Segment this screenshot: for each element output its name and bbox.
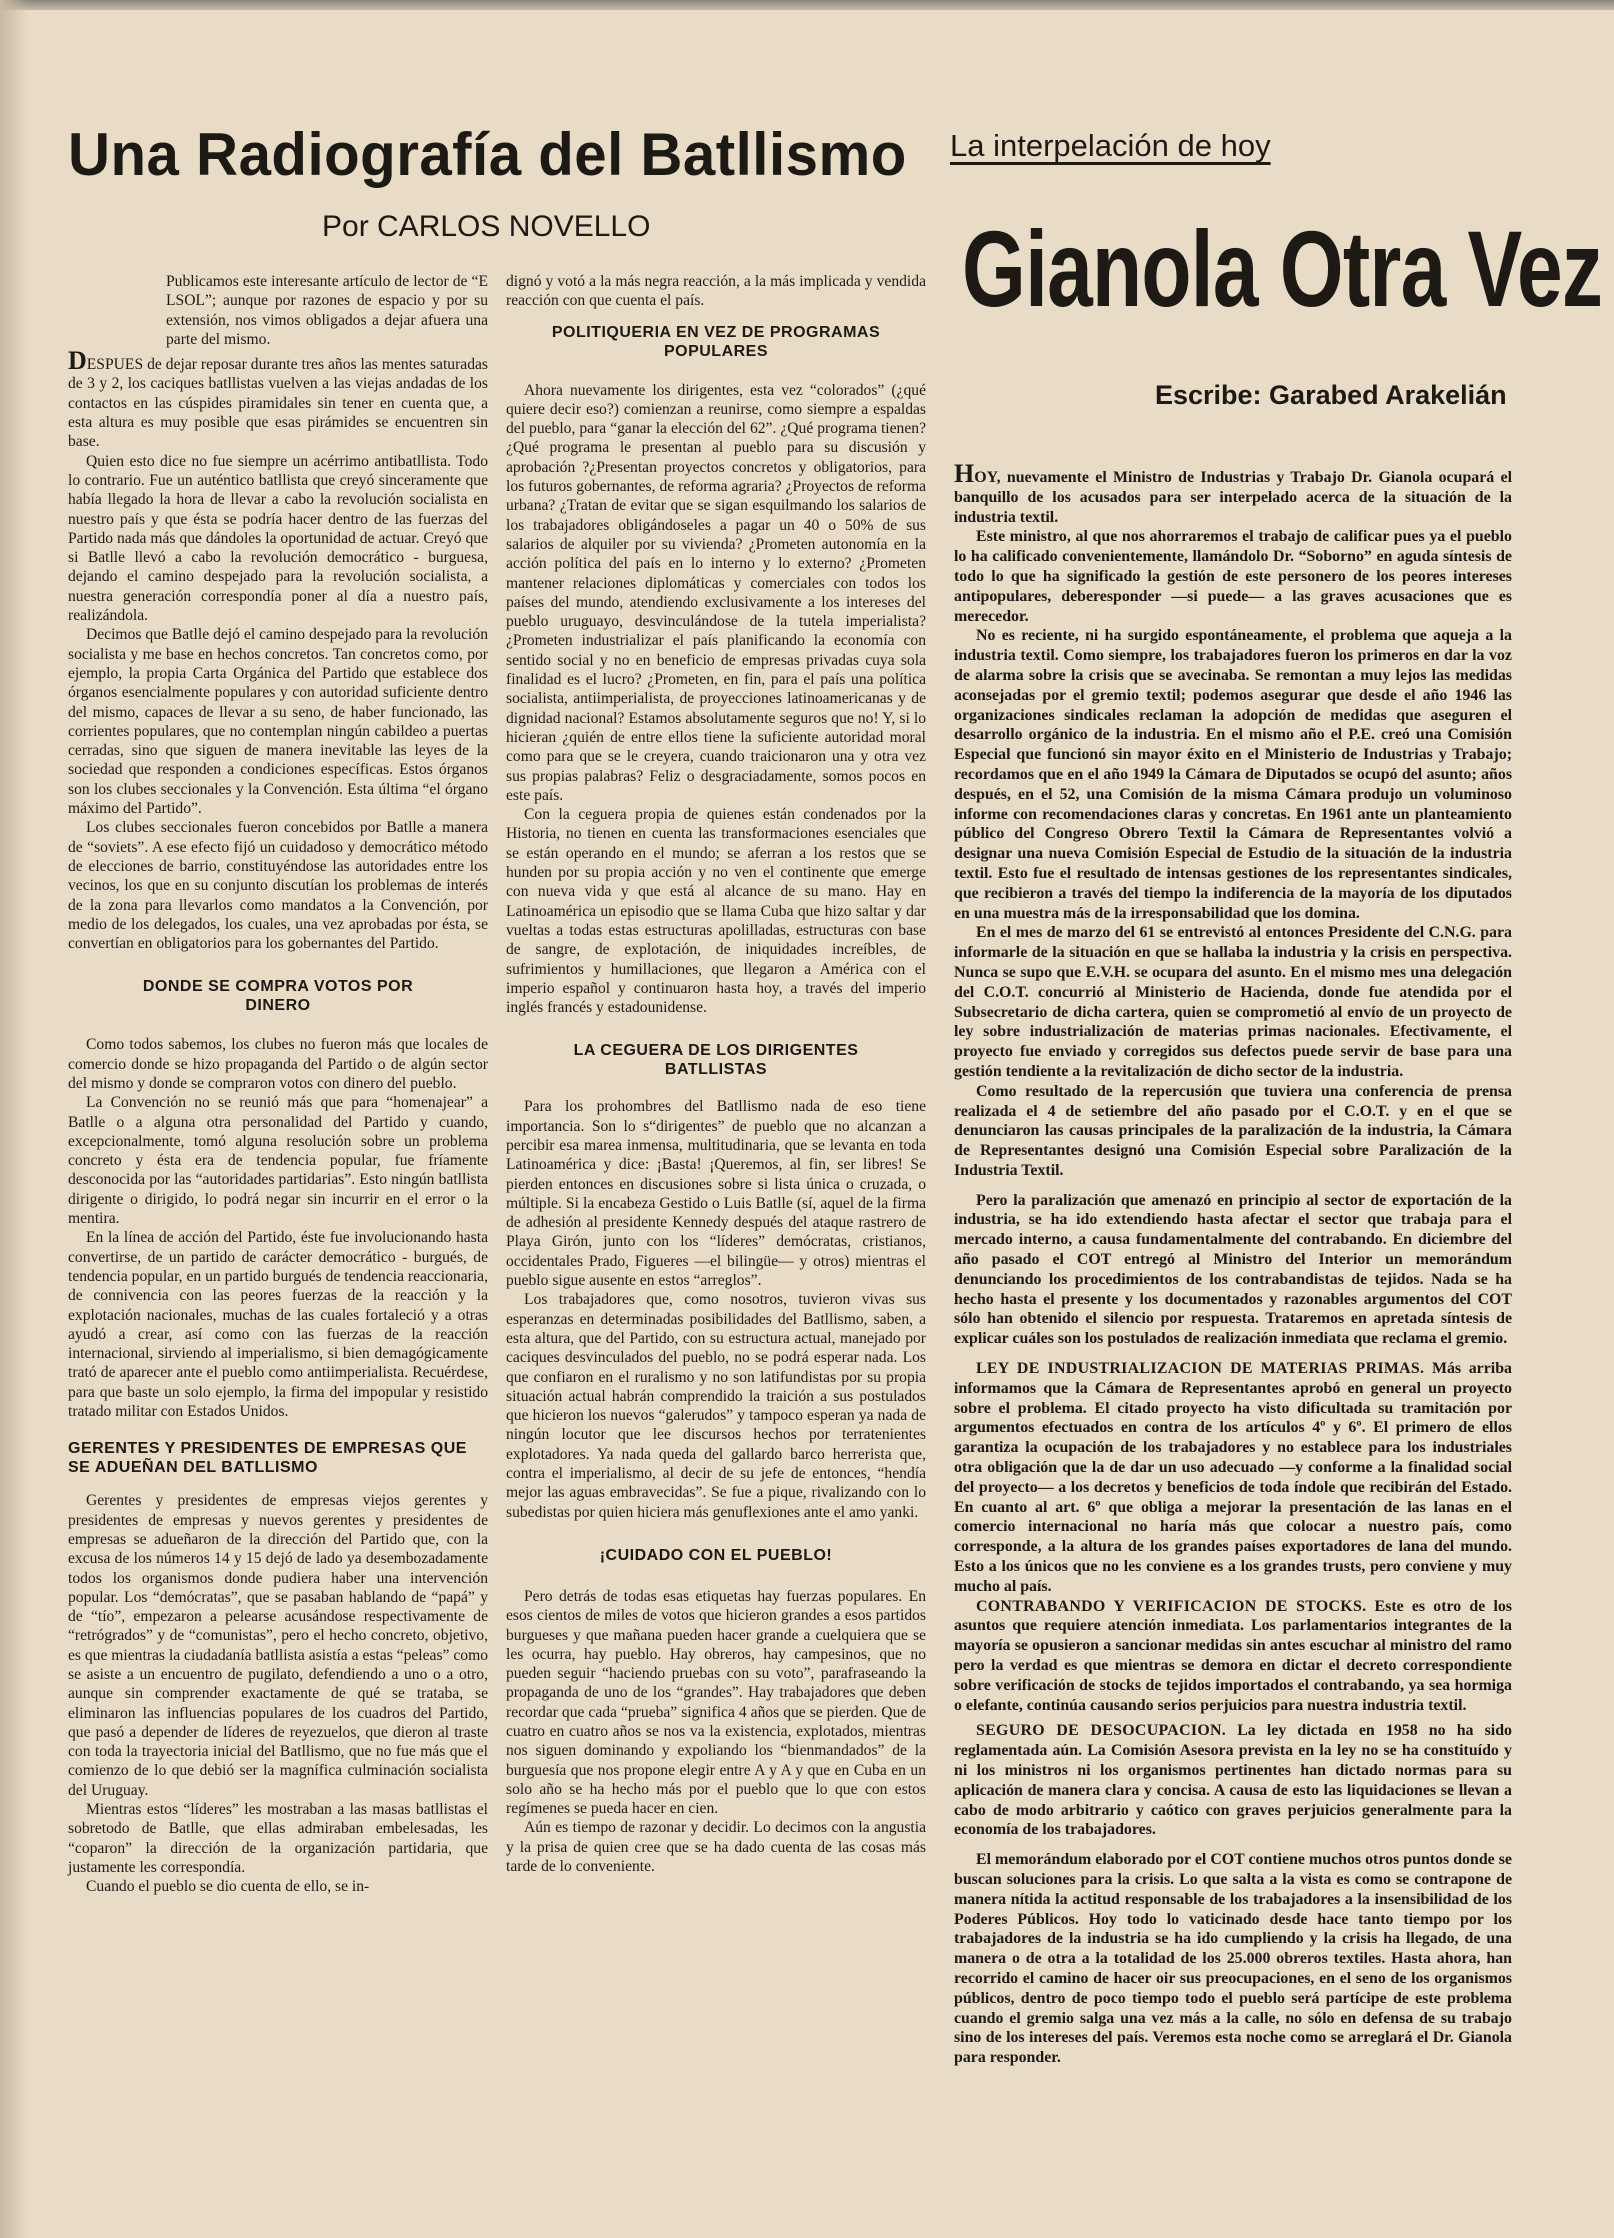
paragraph: Con la ceguera propia de quienes están condenados por la Historia, no tienen en cuenta las transformaciones esenciales que se están operando en el mundo; se aferran a los restos que se hunden por su propia acción y no ven el continente que emerge con nueva vida y que está al alcance de su mano. Hay en Latinoamérica un episodio que se llama Cuba que hizo saltar y dar vueltas a todas estas estructuras apolilladas, estructuras con base de sangre, de explotación, de iniquidades increíbles, de sufrimientos y humillaciones, que llegaron a América con el imperio español y continuaron hasta hoy, a través del imperio inglés francés y estadounidense. <box>506 806 926 1017</box>
left-article-column-1 <box>68 272 488 1897</box>
paper-edge-stain <box>0 0 30 2238</box>
right-article-kicker: La interpelación de hoy <box>950 128 1271 163</box>
paragraph: Para los prohombres del Batllismo nada de eso tiene importancia. Son lo s“dirigentes” de pueblo que no alcanzan a percibir esa marea inmensa, multitudinaria, que se levanta en toda Latinoamérica y dice: ¡Basta! ¡Queremos, al fin, ser libres! Se pierden entonces en discusiones sobre si lista única o cruzada, o múltiple. Si la encabeza Gestido o Luis Batlle (sí, aquel de la firma de adhesión al presidente Kennedy después del ataque rastrero de Playa Girón, junto con los “líderes” demócratas, cristianos, occidentales Prado, Figueres —el bilingüe— y otros) mientras el pueblo sigue ausente en estos “arreglos”. <box>506 1098 926 1290</box>
paragraph: Decimos que Batlle dejó el camino despejado para la revolución socialista y me base en hechos concretos. Tan concretos como, por ejemplo, la propia Carta Orgánica del Partido que establece dos órganos esencialmente populares y con autoridad suficiente dentro del mismo, capaces de llevar a su seno, de haber funcionado, las corrientes populares, que no contemplan ningún cabildeo a puertas cerradas, sino que siguen de manera inevitable las leyes de la sociedad que responden a condiciones específicas. Estos órganos son los clubes seccionales y la Convención. Esta última “el órgano máximo del Partido”. <box>68 626 488 818</box>
page-top-edge <box>0 0 1614 10</box>
paragraph: Los trabajadores que, como nosotros, tuvieron vivas sus esperanzas en determinadas posibilidades del Batllismo, saben, a esta altura, que del Partido, con su estructura actual, manejado por caciques desvinculados del pueblo, no se podrá esperar nada. Los que confiaron en el ruralismo y no son latifundistas por su propia situación actual habrán comprendido la traición a sus postulados que hicieron los nuevos “galerudos” y tampoco esperan ya nada de ningún locutor que lee discursos hechos por terratenientes explotadores. Ya nada queda del gallardo barco herrerista que, contra el imperialismo, al decir de su jefe de entonces, “hendía mejor las aguas embravecidas”. Se fue a pique, rivalizando con lo subedistas por quien hiciera más genuflexiones ante el amo yanki. <box>506 1291 926 1521</box>
paragraph: No es reciente, ni ha surgido espontáneamente, el problema que aqueja a la industria textil. Como siempre, los trabajadores fueron los primeros en dar la voz de alarma sobre la crisis que se avecinaba. Se remontan a muy lejos las medidas aconsejadas por el gremio textil; podemos asegurar que desde el año 1946 las organizaciones sindicales reclaman la adopción de medidas que aseguren el desarrollo orgánico de la industria. En el mismo año el P.E. creó una Comisión Especial que funcionó sin mayor éxito en el Ministerio de Industrias y Trabajo; recordamos que en el año 1949 la Cámara de Diputados se ocupó del asunto; años después, en el 52, una Comisión de la misma Cámara produjo un voluminoso informe con recomendaciones claras y concretas. En 1961 ante un planteamiento público del Congreso Obrero Textil la Cámara de Representantes volvió a designar una nueva Comisión Especial de Estudio de la situación de la industria textil. Esto fue el resultado de intensas gestiones de los representantes sindicales, que recibieron a través del tiempo la indiferencia de la mayoría de los diputados en una muestra más de la irresponsabilidad que los domina. <box>954 627 1512 922</box>
paragraph-text: Más arriba informamos que la Cámara de Representantes aprobó en general un proyecto sobre el problema. El citado proyecto ha visto dificultada su tramitación por argumentos efectuados en contra de los artículos 4º y 6º. El primero de ellos garantiza la ocupación de los trabajadores y no establece para los industriales otra obligación que la de dar un uso adecuado —y conforme a la finalidad social del proyecto— a los decretos y beneficios de toda índole que recibirán del Estado. En cuanto al art. 6º que obliga a mejorar la presentación de las lanas en el comercio internacional no haría más que colocar a nuestro país, como corresponde, a la altura de los grandes países exportadores de lana del mundo. Esto a los únicos que no les conviene es a los grandes trusts, pero conviene y muy mucho al país. <box>954 1360 1512 1595</box>
paragraph-text: La ley dictada en 1958 no ha sido reglamentada aún. La Comisión Asesora prevista en la ley no se ha constituído y ni los ministros ni los organismos pertinentes han dictado normas para su aplicación de manera clara y concisa. A causa de esto las liquidaciones se llevan a cabo de modo arbitrario y caótico con graves perjuicios generalmente para la economía de los trabajadores. <box>954 1722 1512 1839</box>
section-heading: LA CEGUERA DE LOS DIRIGENTES BATLLISTAS <box>573 1042 859 1079</box>
paragraph: Pero detrás de todas esas etiquetas hay fuerzas populares. En esos cientos de miles de votos que hicieron grandes a esos partidos burgueses y que mañana pueden hacer grande a cuelquiera que se les ocurra, hay pueblo. Hay obreros, hay campesinos, que no pueden seguir “haciendo pruebas con su voto”, parafraseando la propaganda de uno de los “grandes”. Hay trabajadores que deben recordar que cada “prueba” significa 4 años que se pierden. Que de cuatro en cuatro años se nos va la existencia, explotados, mientras nos siguen dominando y expoliando los “bienmandados” de la burguesía que nos propone elegir entre A y A y que en Cuba en un solo año se ha hecho más por el pueblo que lo que con estos regímenes se pueda hacer en cien. <box>506 1587 926 1818</box>
dropcap-letter: H <box>954 459 975 488</box>
subhead: CONTRABANDO Y VERIFICACION DE STOCKS. <box>976 1597 1367 1615</box>
left-article-column-2 <box>506 272 926 1876</box>
paragraph-text: ESPUES de dejar reposar durante tres años las mentes saturadas de 3 y 2, los caciques batllistas vuelven a las viejas andadas de los contactos en las cúspides piramidales sin tener en cuenta que, a esta altura es muy posible que esas pirámides se encuentren sin base. <box>68 356 488 451</box>
paragraph: Pero la paralización que amenazó en principio al sector de exportación de la industria, se ha ido extendiendo hasta afectar el sector que trabaja para el mercado interno, a causa fundamentalmente del contrabando. En diciembre del año pasado el COT entregó al Ministro del Interior un memorándum denunciando los procedimientos de los contrabandistas de tejidos. Nada se ha hecho hasta el presente y los documentados y razonables argumentos del COT sólo han obtenido el silencio por respuesta. Trataremos en apretada síntesis de explicar cuáles son los postulados de realización inmediata que reclama el gremio. <box>954 1191 1512 1348</box>
paragraph: Cuando el pueblo se dio cuenta de ello, se in- <box>86 1878 370 1896</box>
paragraph: Quien esto dice no fue siempre un acérrimo antibatllista. Todo lo contrario. Fue un auténtico batllista que creyó sinceramente que había llegado la hora de llevar a cabo la revolución socialista en nuestro país y que ésta se podría hacer dentro de las fuerzas del Partido nada más que dándoles la oportunidad de actuar. Creyó que si Batlle llevó a cabo la revolución democrático - burguesa, dejando el camino despejado para la revolución socialista, a nuestra generación correspondía poner al día a nuestro país, realizándola. <box>68 452 488 625</box>
section-heading: ¡CUIDADO CON EL PUEBLO! <box>599 1546 833 1564</box>
right-article-byline: Escribe: Garabed Arakelián <box>1155 380 1507 410</box>
paragraph: La Convención no se reunió más que para “homenajear” a Batlle o a alguna otra personalidad del Partido y cuando, excepcionalmente, tomó alguna resolución sobre un problema concreto y ésta era de tendencia popular, fue fríamente desconocida por las “autoridades partidarias”. Esto ningún batllista dirigente o dirigido, lo podrá negar sin incurrir en el error o la mentira. <box>68 1094 488 1228</box>
dropcap-letter: D <box>68 346 87 376</box>
paragraph: Este ministro, al que nos ahorraremos el trabajo de calificar pues ya el pueblo lo ha calificado convenientemente, llamándolo Dr. “Soborno” en aguda síntesis de todo lo que ha significado la gestión de este personero de los peores intereses antipopulares, deberesponder —si puede— a las graves acusaciones que es merecedor. <box>954 528 1512 625</box>
paragraph: Gerentes y presidentes de empresas viejos gerentes y presidentes de empresas y nuevos gerentes y presidentes de empresas se adueñaron de la dirección del Partido que, con la excusa de los números 14 y 15 dejó de lado ya desembozadamente todos los organismos donde pudiera haber una intervención popular. Los “demócratas”, que se pasaban hablando de “papá” y de “tío”, empezaron a pelearse acusándose respectivamente de “retrógrados” y de “comunistas”, pero el hecho concreto, objetivo, es que mientras la ciudadanía batllista asistía a estas “peleas” como se asiste a un encuentro de pugilato, defendiendo a uno o a otro, aunque sin comprender exactamente de qué se trataba, se eliminaron las influencias populares de los cuadros del Partido, que pasó a depender de líderes de reyezuelos, que dieron al traste con toda la trayectoria inicial del Batllismo, que no fue más que el comienzo de lo que debió ser la magnífica culminación socialista del Uruguay. <box>68 1492 489 1799</box>
paragraph: Como todos sabemos, los clubes no fueron más que locales de comercio donde se hizo propaganda del Partido o de algún sector del mismo y donde se compraron votos con dinero del pueblo. <box>68 1036 488 1092</box>
paragraph <box>954 1597 1512 1716</box>
section-heading: DONDE SE COMPRA VOTOS POR DINERO <box>142 978 414 1015</box>
section-heading: GERENTES Y PRESIDENTES DE EMPRESAS QUE SE ADUEÑAN DEL BATLLISMO <box>68 1440 467 1477</box>
editor-note: Publicamos este interesante artículo de lector de “E LSOL”; aunque por razones de espacio y por su extensión, nos vimos obligados a dejar afuera una parte del mismo. <box>166 273 488 348</box>
section-heading: POLITIQUERIA EN VEZ DE PROGRAMAS POPULARES <box>551 323 881 360</box>
left-article-title: Una Radiografía del Batllismo <box>68 121 907 188</box>
paragraph-text: OY, nuevamente el Ministro de Industrias y Trabajo Dr. Gianola ocupará el banquillo de los acusados para ser interpelado acerca de la situación de la industria textil. <box>954 469 1512 526</box>
lede-paragraph <box>68 346 488 451</box>
paragraph: En el mes de marzo del 61 se entrevistó al entonces Presidente del C.N.G. para informarle de la situación en que se hallaba la industria y la crisis en perspectiva. Nunca se supo que E.V.H. se ocupara del asunto. En el mismo mes una delegación del C.O.T. concurrió al Ministerio de Hacienda, donde fue atendida por el Subsecretario de dicha cartera, quien se comprometió al envío de un proyecto de ley sobre industrialización de materias primas nacionales. Efectivamente, el proyecto fue enviado y corregidos sus defectos puede servir de base para una gestión tendiente a la revitalización de dicho sector de la industria. <box>954 924 1512 1080</box>
subhead: SEGURO DE DESOCUPACION. <box>976 1722 1227 1740</box>
paragraph: En la línea de acción del Partido, éste fue involucionando hasta convertirse, de un partido de carácter democrático - burgués, de tendencia popular, en un partido burgués de tendencia reaccionaria, de connivencia con las peores fuerzas de la reacción y la explotación nacionales, muchas de las cuales fortaleció y a otras ayudó a crear, así como con las fuerzas de la reacción internacional, sirviendo al imperialismo, si bien demagógicamente trató de aparecer ante el pueblo como antiimperialista. Recuérdese, para que baste un solo ejemplo, la firma del impopular y resistido tratado militar con Estados Unidos. <box>68 1229 488 1421</box>
paragraph: Ahora nuevamente los dirigentes, esta vez “colorados” (¿qué quiere decir eso?) comienzan a reunirse, como siempre a espaldas del pueblo, para “ganar la elección del 62”. ¿Qué programa tienen? ¿Qué programa le presentan al pueblo para su discusión y aprobación ?¿Presentan proyectos concretos y obligatorios, para los futuros gobernantes, de reforma agraria? ¿Proyectos de reforma urbana? ¿Tratan de evitar que se sigan esquilmando los salarios de los trabajadores obligándoseles a pagar un 40 o 50% de sus salarios de alquiler por su vivienda? ¿Prometen autonomía en la acción política del país en lo interno y lo externo? ¿Prometen mantener relaciones diplomáticas y comerciales con todos los países del mundo, atendiendo exclusivamente a los intereses del pueblo uruguayo, desvinculándose de la tutela imperialista? ¿Prometen industrializar el país planificando la economía con sentido social y no en beneficio de empresas privadas cuya sola finalidad es el lucro? ¿Prometen, en fin, para el país una política socialista, antiimperialista, de proyecciones latinoamericanas y de dignidad nacional? Estamos absolutamente seguros que no! Y, si lo hicieran ¿quién de entre ellos tiene la suficiente autoridad moral como para que se le creyera, cuando traicionaron una y otra vez sus propias palabras? Feliz o desgraciadamente, somos pocos en este país. <box>506 381 926 804</box>
right-article-body <box>954 459 1512 2068</box>
paragraph <box>954 1359 1512 1597</box>
paragraph-continued: dignó y votó a la más negra reacción, a la más implicada y vendida reacción con que cuenta el país. <box>506 273 926 310</box>
paragraph: Aún es tiempo de razonar y decidir. Lo decimos con la angustia y la prisa de quien cree que se ha dado cuenta de las cosas más tarde de lo conveniente. <box>506 1819 926 1876</box>
lede-paragraph <box>954 459 1512 527</box>
paragraph: Los clubes seccionales fueron concebidos por Batlle a manera de “soviets”. A ese efecto fijó un cuidadoso y democrático método de elecciones de barrio, constituyéndose las autoridades entre los vecinos, los que en su conjunto discutían los problemas de interés de la zona para llevarlos como mandatos a la Convención, por medio de los delegados, los cuales, una vez aprobadas por ésta, se convertían en obligatorios para los gobernantes del Partido. <box>68 819 488 953</box>
paragraph: El memorándum elaborado por el COT contiene muchos otros puntos donde se buscan soluciones para la crisis. Lo que salta a la vista es como se contrapone de manera nítida la actitud responsable de los trabajadores a la insensibilidad de los Poderes Públicos. Hoy todo lo vaticinado desde hace tanto tiempo por los trabajadores de la industria se ha ido cumpliendo y la crisis ha llegado, de una manera o de otra a la totalidad de los 25.000 obreros textiles. Hasta ahora, han recorrido el camino de hacer oir sus preocupaciones, en el seno de los organismos públicos, dentro de poco tiempo todo el pueblo será partícipe de este problema cuando el gremio salga una vez más a la calle, no sólo en defensa de su trabajo sino de los intereses del país. Veremos esta noche como se arreglará el Dr. Gianola para responder. <box>954 1851 1512 2067</box>
subhead: LEY DE INDUSTRIALIZACION DE MATERIAS PRIMAS. <box>976 1360 1425 1378</box>
paragraph-text: Este es otro de los asuntos que requiere atención inmediata. Los parlamentarios integrantes de la mayoría se opusieron a sancionar medidas sin antes escuchar al ministro del ramo pero la verdad es que mientras se demora en dictar el decreto correspondiente sobre verificación de stocks de tejidos importados el contrabando, ya sea hormiga o elefante, continúa causando serios perjuicios para nuestra industria textil. <box>954 1597 1512 1714</box>
left-article-byline: Por CARLOS NOVELLO <box>322 210 651 243</box>
right-article-title: Gianola Otra Vez <box>962 208 1603 329</box>
paragraph <box>954 1721 1512 1840</box>
paragraph: Como resultado de la repercusión que tuviera una conferencia de prensa realizada el 4 de setiembre del año pasado por el C.O.T. y en el que se denunciaron las causas principales de la paralización de la industria, la Cámara de Representantes designó una Comisión Especial sobre Paralización de la Industria Textil. <box>954 1082 1512 1179</box>
paragraph: Mientras estos “líderes” les mostraban a las masas batllistas el sobretodo de Batlle, que ellas admiraban embelesadas, les “coparon” la dirección de la organización partidaria, que justamente les correspondía. <box>68 1801 488 1876</box>
